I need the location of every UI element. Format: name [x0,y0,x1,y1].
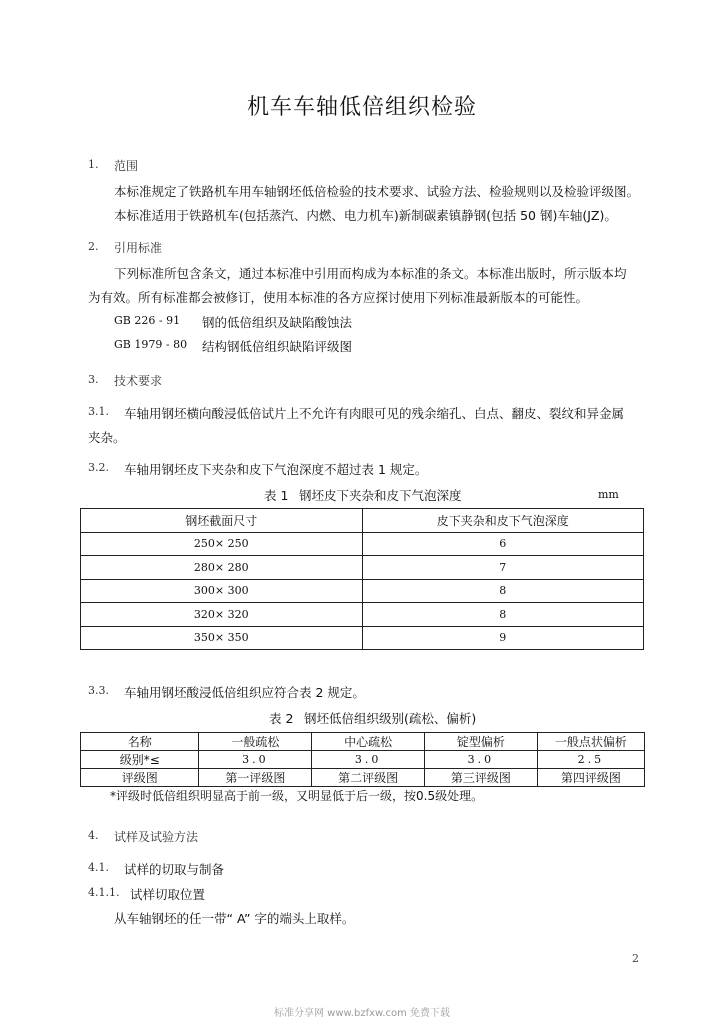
table-2-note: *评级时低倍组织明显高于前一级，又明显低于后一级，按0.5级处理。 [110,789,484,803]
table-cell: 级别*≤ [81,751,199,769]
table-2-caption-label: 表 2 [269,711,294,726]
table-row [81,751,645,769]
reference-title: 结构钢低倍组织缺陷评级图 [202,339,353,354]
table-cell: 3.0 [425,751,538,769]
table-cell: 7 [362,556,644,580]
page-number: 2 [632,952,639,965]
clause-4-1-1-number: 4.1.1. [88,886,120,899]
clause-3-1-text-line-2: 夹杂。 [88,430,126,445]
reference-code: GB 226 - 91 [114,314,181,327]
reference-code: GB 1979 - 80 [114,338,188,351]
clause-3-1-text-line-1: 车轴用钢坯横向酸浸低倍试片上不允许有肉眼可见的残余缩孔、白点、翻皮、裂纹和异金属 [124,406,625,421]
clause-4-1-1-text: 试样切取位置 [130,887,206,902]
table-row [81,579,644,603]
table-2-caption: 钢坯低倍组织级别(疏松、偏析) [304,711,477,726]
table-header-cell: 一般点状偏析 [537,733,644,751]
clause-3-3-number: 3.3. [88,684,109,697]
table-cell: 第四评级图 [537,769,644,787]
table-cell: 8 [362,603,644,627]
table-row [81,626,644,650]
table-cell: 3.0 [199,751,312,769]
table-cell: 评级图 [81,769,199,787]
table-cell: 第一评级图 [199,769,312,787]
clause-3-2-text: 车轴用钢坯皮下夹杂和皮下气泡深度不超过表 1 规定。 [124,462,428,477]
table-cell: 第二评级图 [312,769,425,787]
section-1-heading: 范围 [114,159,139,173]
table-row [81,769,645,787]
table-header-cell: 锭型偏析 [425,733,538,751]
table-header-cell: 钢坯截面尺寸 [81,509,363,533]
clause-4-1-number: 4.1. [88,861,109,874]
clause-3-1-number: 3.1. [88,405,109,418]
section-1-paragraph-2: 本标准适用于铁路机车(包括蒸汽、内燃、电力机车)新制碳素镇静钢(包括 50 钢)车轴(JZ)。 [114,208,617,223]
table-cell: 2.5 [537,751,644,769]
section-1-number: 1. [88,158,99,171]
section-3-heading: 技术要求 [114,374,163,388]
table-2 [80,732,645,787]
section-4-number: 4. [88,829,99,842]
table-header-cell: 一般疏松 [199,733,312,751]
table-cell: 8 [362,579,644,603]
section-4-heading: 试样及试验方法 [114,830,199,844]
table-1 [80,508,644,650]
table-cell: 6 [362,532,644,556]
table-header-row [81,733,645,751]
table-1-unit: mm [598,488,619,501]
table-row [81,603,644,627]
table-cell: 300× 300 [81,579,363,603]
section-2-heading: 引用标准 [114,241,163,255]
table-header-cell: 名称 [81,733,199,751]
table-header-cell: 中心疏松 [312,733,425,751]
table-cell: 350× 350 [81,626,363,650]
section-1-paragraph-1: 本标准规定了铁路机车用车轴钢坯低倍检验的技术要求、试验方法、检验规则以及检验评级图。 [114,184,640,199]
clause-4-1-1-body: 从车轴钢坯的任一带“ A” 字的端头上取样。 [114,911,355,926]
table-header-row [81,509,644,533]
table-cell: 250× 250 [81,532,363,556]
table-cell: 9 [362,626,644,650]
clause-3-2-number: 3.2. [88,461,109,474]
table-row [81,532,644,556]
section-2-paragraph-line-1: 下列标准所包含条文，通过本标准中引用而构成为本标准的条文。本标准出版时，所示版本均 [114,266,627,281]
table-1-caption-label: 表 1 [264,488,289,503]
clause-3-3-text: 车轴用钢坯酸浸低倍组织应符合表 2 规定。 [124,685,365,700]
section-2-number: 2. [88,240,99,253]
table-cell: 280× 280 [81,556,363,580]
footer-watermark: 标准分享网 www.bzfxw.com 免费下载 [274,1008,450,1019]
table-cell: 3.0 [312,751,425,769]
table-cell: 320× 320 [81,603,363,627]
table-row [81,556,644,580]
section-3-number: 3. [88,373,99,386]
section-2-paragraph-line-2: 为有效。所有标准都会被修订，使用本标准的各方应探讨使用下列标准最新版本的可能性。 [88,290,589,305]
table-cell: 第三评级图 [425,769,538,787]
table-header-cell: 皮下夹杂和皮下气泡深度 [362,509,644,533]
reference-title: 钢的低倍组织及缺陷酸蚀法 [202,315,353,330]
clause-4-1-text: 试样的切取与制备 [124,862,225,877]
table-1-caption: 钢坯皮下夹杂和皮下气泡深度 [299,488,462,503]
page-title: 机车车轴低倍组织检验 [246,95,477,120]
